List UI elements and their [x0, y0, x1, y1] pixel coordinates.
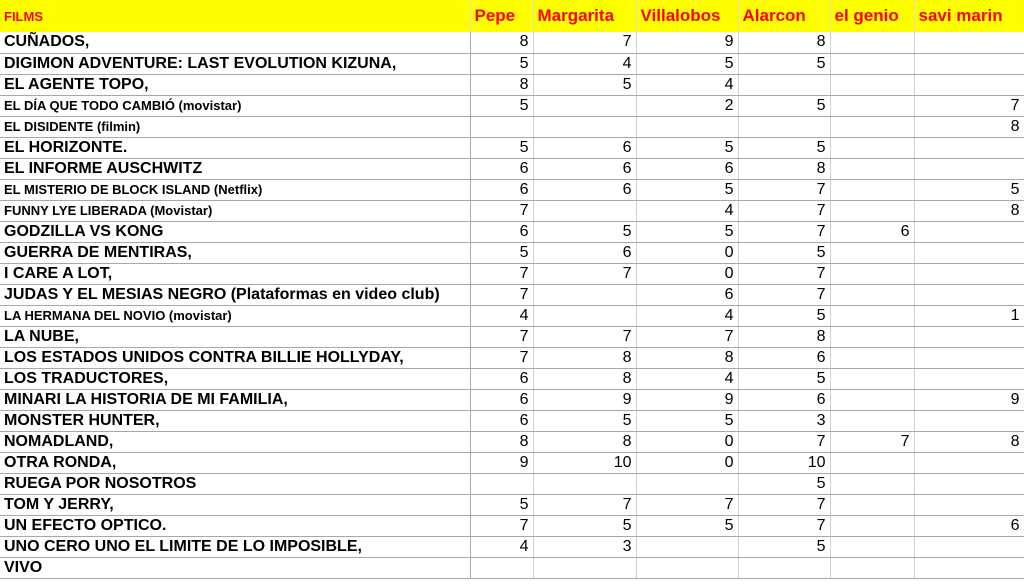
score-cell-margarita[interactable]: 8 — [533, 347, 636, 368]
score-cell-pepe[interactable]: 6 — [470, 221, 533, 242]
score-cell-savi-marin[interactable]: 6 — [914, 515, 1024, 536]
film-title-cell[interactable]: DIGIMON ADVENTURE: LAST EVOLUTION KIZUNA, — [0, 53, 470, 74]
score-cell-villalobos[interactable]: 5 — [636, 410, 738, 431]
score-cell-savi-marin[interactable] — [914, 158, 1024, 179]
score-cell-margarita[interactable] — [533, 200, 636, 221]
score-cell-el-genio[interactable] — [830, 410, 914, 431]
score-cell-el-genio[interactable] — [830, 200, 914, 221]
score-cell-villalobos[interactable]: 0 — [636, 452, 738, 473]
table-row — [0, 452, 1024, 473]
score-cell-margarita[interactable]: 6 — [533, 137, 636, 158]
score-cell-savi-marin[interactable] — [914, 74, 1024, 95]
table-row — [0, 221, 1024, 242]
score-cell-villalobos[interactable]: 5 — [636, 515, 738, 536]
table-row — [0, 116, 1024, 137]
score-cell-savi-marin[interactable]: 8 — [914, 116, 1024, 137]
score-cell-el-genio[interactable] — [830, 53, 914, 74]
score-cell-margarita[interactable]: 7 — [533, 326, 636, 347]
score-cell-savi-marin[interactable] — [914, 347, 1024, 368]
score-cell-pepe[interactable]: 7 — [470, 515, 533, 536]
score-cell-savi-marin[interactable] — [914, 536, 1024, 557]
score-cell-alarcon[interactable]: 5 — [738, 137, 830, 158]
film-title-cell[interactable]: VIVO — [0, 557, 470, 578]
score-cell-pepe[interactable]: 7 — [470, 284, 533, 305]
film-title-cell[interactable]: UNO CERO UNO EL LIMITE DE LO IMPOSIBLE, — [0, 536, 470, 557]
score-cell-el-genio[interactable] — [830, 242, 914, 263]
table-row — [0, 284, 1024, 305]
score-cell-savi-marin[interactable] — [914, 473, 1024, 494]
table-row — [0, 74, 1024, 95]
score-cell-el-genio[interactable] — [830, 389, 914, 410]
score-cell-margarita[interactable] — [533, 473, 636, 494]
score-cell-el-genio[interactable] — [830, 515, 914, 536]
score-cell-pepe[interactable]: 4 — [470, 305, 533, 326]
header-cell-el-genio[interactable]: el genio — [830, 0, 914, 32]
score-cell-margarita[interactable]: 5 — [533, 74, 636, 95]
score-cell-pepe[interactable]: 7 — [470, 326, 533, 347]
score-cell-alarcon[interactable]: 10 — [738, 452, 830, 473]
score-cell-villalobos[interactable]: 6 — [636, 284, 738, 305]
film-title-cell[interactable]: RUEGA POR NOSOTROS — [0, 473, 470, 494]
score-cell-pepe[interactable]: 8 — [470, 431, 533, 452]
table-row — [0, 137, 1024, 158]
score-cell-savi-marin[interactable] — [914, 368, 1024, 389]
table-row — [0, 179, 1024, 200]
score-cell-alarcon[interactable]: 5 — [738, 473, 830, 494]
score-cell-pepe[interactable] — [470, 557, 533, 578]
table-row — [0, 347, 1024, 368]
score-cell-el-genio[interactable] — [830, 368, 914, 389]
score-cell-villalobos[interactable]: 5 — [636, 137, 738, 158]
score-cell-alarcon[interactable] — [738, 557, 830, 578]
table-row — [0, 200, 1024, 221]
score-cell-alarcon[interactable]: 5 — [738, 368, 830, 389]
score-cell-margarita[interactable]: 7 — [533, 263, 636, 284]
score-cell-savi-marin[interactable] — [914, 557, 1024, 578]
film-title-cell[interactable]: NOMADLAND, — [0, 431, 470, 452]
score-cell-margarita[interactable]: 7 — [533, 494, 636, 515]
score-cell-el-genio[interactable] — [830, 473, 914, 494]
score-cell-savi-marin[interactable] — [914, 410, 1024, 431]
score-cell-alarcon[interactable]: 7 — [738, 284, 830, 305]
score-cell-savi-marin[interactable] — [914, 221, 1024, 242]
score-cell-savi-marin[interactable]: 1 — [914, 305, 1024, 326]
score-cell-pepe[interactable]: 5 — [470, 494, 533, 515]
header-row — [0, 0, 1024, 32]
score-cell-savi-marin[interactable]: 8 — [914, 200, 1024, 221]
score-cell-margarita[interactable]: 8 — [533, 368, 636, 389]
score-cell-savi-marin[interactable]: 5 — [914, 179, 1024, 200]
film-title-cell[interactable]: I CARE A LOT, — [0, 263, 470, 284]
score-cell-el-genio[interactable] — [830, 326, 914, 347]
film-title-cell[interactable]: EL INFORME AUSCHWITZ — [0, 158, 470, 179]
score-cell-el-genio[interactable] — [830, 179, 914, 200]
score-cell-margarita[interactable]: 6 — [533, 242, 636, 263]
score-cell-villalobos[interactable] — [636, 473, 738, 494]
score-cell-margarita[interactable]: 6 — [533, 158, 636, 179]
film-title-cell[interactable]: EL MISTERIO DE BLOCK ISLAND (Netflix) — [0, 179, 470, 200]
score-cell-pepe[interactable]: 5 — [470, 137, 533, 158]
score-cell-villalobos[interactable]: 9 — [636, 389, 738, 410]
film-title-cell[interactable]: TOM Y JERRY, — [0, 494, 470, 515]
score-cell-el-genio[interactable] — [830, 536, 914, 557]
score-cell-alarcon[interactable]: 5 — [738, 95, 830, 116]
score-cell-el-genio[interactable] — [830, 284, 914, 305]
score-cell-margarita[interactable]: 9 — [533, 389, 636, 410]
score-cell-savi-marin[interactable]: 9 — [914, 389, 1024, 410]
score-cell-villalobos[interactable]: 4 — [636, 200, 738, 221]
score-cell-pepe[interactable]: 7 — [470, 347, 533, 368]
table-row — [0, 263, 1024, 284]
score-cell-el-genio[interactable]: 7 — [830, 431, 914, 452]
score-cell-pepe[interactable]: 5 — [470, 95, 533, 116]
score-cell-margarita[interactable]: 5 — [533, 221, 636, 242]
score-cell-pepe[interactable] — [470, 473, 533, 494]
score-cell-margarita[interactable] — [533, 95, 636, 116]
score-cell-alarcon[interactable]: 5 — [738, 536, 830, 557]
score-cell-pepe[interactable]: 6 — [470, 158, 533, 179]
score-cell-villalobos[interactable] — [636, 116, 738, 137]
score-cell-margarita[interactable] — [533, 116, 636, 137]
score-cell-pepe[interactable]: 9 — [470, 452, 533, 473]
film-title-cell[interactable]: LOS ESTADOS UNIDOS CONTRA BILLIE HOLLYDAY, — [0, 347, 470, 368]
score-cell-el-genio[interactable] — [830, 452, 914, 473]
film-title-cell[interactable]: OTRA RONDA, — [0, 452, 470, 473]
score-cell-margarita[interactable]: 8 — [533, 431, 636, 452]
film-title-cell[interactable]: EL HORIZONTE. — [0, 137, 470, 158]
score-cell-margarita[interactable] — [533, 284, 636, 305]
score-cell-pepe[interactable]: 6 — [470, 179, 533, 200]
score-cell-margarita[interactable] — [533, 557, 636, 578]
score-cell-savi-marin[interactable] — [914, 494, 1024, 515]
table-row — [0, 431, 1024, 452]
score-cell-alarcon[interactable]: 7 — [738, 494, 830, 515]
score-cell-pepe[interactable]: 5 — [470, 242, 533, 263]
table-row — [0, 326, 1024, 347]
score-cell-savi-marin[interactable]: 8 — [914, 431, 1024, 452]
score-cell-el-genio[interactable] — [830, 557, 914, 578]
film-title-cell[interactable]: MINARI LA HISTORIA DE MI FAMILIA, — [0, 389, 470, 410]
score-cell-savi-marin[interactable]: 7 — [914, 95, 1024, 116]
score-cell-alarcon[interactable]: 3 — [738, 410, 830, 431]
header-cell-alarcon[interactable]: Alarcon — [738, 0, 830, 32]
score-cell-alarcon[interactable] — [738, 74, 830, 95]
score-cell-el-genio[interactable] — [830, 158, 914, 179]
score-cell-el-genio[interactable] — [830, 305, 914, 326]
score-cell-margarita[interactable] — [533, 305, 636, 326]
score-cell-alarcon[interactable]: 7 — [738, 263, 830, 284]
score-cell-villalobos[interactable]: 6 — [636, 158, 738, 179]
score-cell-savi-marin[interactable] — [914, 326, 1024, 347]
film-title-cell[interactable]: GODZILLA VS KONG — [0, 221, 470, 242]
score-cell-alarcon[interactable]: 7 — [738, 515, 830, 536]
score-cell-savi-marin[interactable] — [914, 53, 1024, 74]
header-cell-margarita[interactable]: Margarita — [533, 0, 636, 32]
table-row — [0, 557, 1024, 578]
score-cell-villalobos[interactable]: 9 — [636, 32, 738, 53]
score-cell-savi-marin[interactable] — [914, 263, 1024, 284]
score-cell-villalobos[interactable]: 5 — [636, 179, 738, 200]
score-cell-villalobos[interactable]: 7 — [636, 326, 738, 347]
score-cell-alarcon[interactable]: 8 — [738, 32, 830, 53]
score-cell-margarita[interactable]: 6 — [533, 179, 636, 200]
score-cell-el-genio[interactable] — [830, 32, 914, 53]
film-title-cell[interactable]: CUÑADOS, — [0, 32, 470, 53]
score-cell-pepe[interactable]: 6 — [470, 368, 533, 389]
score-cell-villalobos[interactable]: 0 — [636, 431, 738, 452]
score-cell-pepe[interactable]: 4 — [470, 536, 533, 557]
score-cell-pepe[interactable] — [470, 116, 533, 137]
table-row — [0, 305, 1024, 326]
score-cell-el-genio[interactable] — [830, 74, 914, 95]
score-cell-el-genio[interactable] — [830, 137, 914, 158]
film-title-cell[interactable]: LA HERMANA DEL NOVIO (movistar) — [0, 305, 470, 326]
score-cell-savi-marin[interactable] — [914, 137, 1024, 158]
film-title-cell[interactable]: MONSTER HUNTER, — [0, 410, 470, 431]
score-cell-pepe[interactable]: 6 — [470, 389, 533, 410]
header-cell-savi-marin[interactable]: savi marin — [914, 0, 1024, 32]
score-cell-pepe[interactable]: 7 — [470, 263, 533, 284]
score-cell-villalobos[interactable]: 5 — [636, 221, 738, 242]
score-cell-alarcon[interactable]: 6 — [738, 347, 830, 368]
table-row — [0, 158, 1024, 179]
score-cell-margarita[interactable]: 3 — [533, 536, 636, 557]
table-row — [0, 536, 1024, 557]
score-cell-savi-marin[interactable] — [914, 284, 1024, 305]
score-cell-el-genio[interactable] — [830, 116, 914, 137]
score-cell-pepe[interactable]: 8 — [470, 74, 533, 95]
score-cell-pepe[interactable]: 8 — [470, 32, 533, 53]
score-cell-villalobos[interactable] — [636, 536, 738, 557]
sheet-body — [0, 32, 1024, 578]
film-title-cell[interactable]: FUNNY LYE LIBERADA (Movistar) — [0, 200, 470, 221]
table-row — [0, 32, 1024, 53]
header-cell-pepe[interactable]: Pepe — [470, 0, 533, 32]
score-cell-alarcon[interactable]: 8 — [738, 326, 830, 347]
score-cell-villalobos[interactable]: 0 — [636, 242, 738, 263]
film-title-cell[interactable]: UN EFECTO OPTICO. — [0, 515, 470, 536]
table-row — [0, 410, 1024, 431]
score-cell-el-genio[interactable]: 6 — [830, 221, 914, 242]
film-title-cell[interactable]: EL DÍA QUE TODO CAMBIÓ (movistar) — [0, 95, 470, 116]
table-row — [0, 389, 1024, 410]
table-row — [0, 53, 1024, 74]
film-title-cell[interactable]: GUERRA DE MENTIRAS, — [0, 242, 470, 263]
score-cell-villalobos[interactable]: 4 — [636, 74, 738, 95]
score-cell-el-genio[interactable] — [830, 494, 914, 515]
score-cell-alarcon[interactable]: 7 — [738, 431, 830, 452]
score-cell-el-genio[interactable] — [830, 347, 914, 368]
score-cell-alarcon[interactable]: 5 — [738, 305, 830, 326]
score-cell-savi-marin[interactable] — [914, 452, 1024, 473]
score-cell-alarcon[interactable]: 7 — [738, 221, 830, 242]
table-row — [0, 242, 1024, 263]
score-cell-margarita[interactable]: 4 — [533, 53, 636, 74]
score-cell-pepe[interactable]: 7 — [470, 200, 533, 221]
score-cell-villalobos[interactable]: 4 — [636, 368, 738, 389]
score-cell-savi-marin[interactable] — [914, 32, 1024, 53]
table-row — [0, 368, 1024, 389]
score-cell-villalobos[interactable]: 5 — [636, 53, 738, 74]
film-title-cell[interactable]: LA NUBE, — [0, 326, 470, 347]
table-row — [0, 515, 1024, 536]
score-cell-margarita[interactable]: 7 — [533, 32, 636, 53]
score-cell-alarcon[interactable]: 5 — [738, 242, 830, 263]
score-cell-margarita[interactable]: 5 — [533, 410, 636, 431]
film-title-cell[interactable]: EL AGENTE TOPO, — [0, 74, 470, 95]
table-row — [0, 473, 1024, 494]
score-cell-margarita[interactable]: 10 — [533, 452, 636, 473]
score-cell-villalobos[interactable]: 0 — [636, 263, 738, 284]
film-title-cell[interactable]: LOS TRADUCTORES, — [0, 368, 470, 389]
score-cell-villalobos[interactable]: 2 — [636, 95, 738, 116]
score-cell-villalobos[interactable]: 8 — [636, 347, 738, 368]
score-cell-alarcon[interactable] — [738, 116, 830, 137]
score-cell-alarcon[interactable]: 8 — [738, 158, 830, 179]
film-title-cell[interactable]: EL DISIDENTE (filmin) — [0, 116, 470, 137]
header-cell-villalobos[interactable]: Villalobos — [636, 0, 738, 32]
score-cell-pepe[interactable]: 5 — [470, 53, 533, 74]
score-cell-savi-marin[interactable] — [914, 242, 1024, 263]
header-cell-films[interactable]: FILMS — [0, 0, 470, 32]
table-row — [0, 494, 1024, 515]
score-cell-villalobos[interactable]: 7 — [636, 494, 738, 515]
score-cell-el-genio[interactable] — [830, 263, 914, 284]
score-cell-pepe[interactable]: 6 — [470, 410, 533, 431]
score-cell-villalobos[interactable]: 4 — [636, 305, 738, 326]
score-cell-margarita[interactable]: 5 — [533, 515, 636, 536]
score-cell-villalobos[interactable] — [636, 557, 738, 578]
score-cell-alarcon[interactable]: 7 — [738, 179, 830, 200]
score-cell-alarcon[interactable]: 5 — [738, 53, 830, 74]
score-cell-alarcon[interactable]: 7 — [738, 200, 830, 221]
score-cell-el-genio[interactable] — [830, 95, 914, 116]
score-cell-alarcon[interactable]: 6 — [738, 389, 830, 410]
table-row — [0, 95, 1024, 116]
film-title-cell[interactable]: JUDAS Y EL MESIAS NEGRO (Plataformas en video club) — [0, 284, 470, 305]
